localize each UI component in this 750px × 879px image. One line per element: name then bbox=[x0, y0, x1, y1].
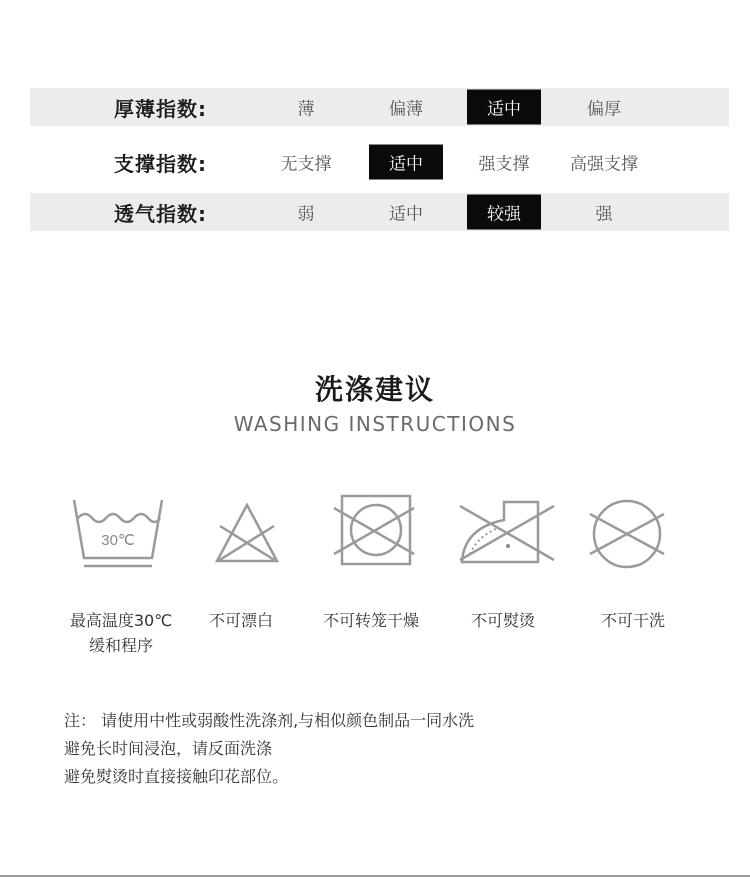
washtub-caption-line-1: 最高温度30℃ bbox=[69, 611, 173, 630]
breathability-index-row bbox=[30, 193, 729, 231]
washtub-caption bbox=[70, 608, 172, 658]
support-option-very-strong: 高强支撑 bbox=[570, 154, 638, 175]
note-line-2: 避免长时间浸泡，请反面洗涤 bbox=[64, 739, 273, 758]
support-option-medium-selected: 适中 bbox=[369, 145, 443, 180]
support-index-label: 支撑指数: bbox=[114, 151, 207, 176]
breathability-index-label: 透气指数: bbox=[114, 201, 207, 226]
washing-title: 洗涤建议 bbox=[314, 373, 435, 406]
washtub-30-icon bbox=[70, 496, 166, 570]
no-iron-caption: 不可熨烫 bbox=[470, 611, 536, 630]
no-dry-clean-icon bbox=[588, 498, 666, 570]
support-option-strong: 强支撑 bbox=[478, 154, 530, 175]
bottom-divider bbox=[0, 875, 750, 877]
no-bleach-icon bbox=[212, 500, 282, 566]
breathability-option-fairly-strong-selected: 较强 bbox=[467, 195, 541, 230]
thickness-index-label: 厚薄指数: bbox=[114, 96, 207, 121]
no-dry-clean-caption: 不可干洗 bbox=[600, 611, 666, 630]
thickness-index-row bbox=[30, 88, 729, 126]
breathability-option-weak: 弱 bbox=[297, 204, 315, 225]
support-index-row bbox=[30, 143, 729, 181]
breathability-option-medium: 适中 bbox=[389, 204, 423, 225]
no-bleach-caption: 不可漂白 bbox=[208, 611, 274, 630]
washtub-caption-line-2: 缓和程序 bbox=[88, 636, 153, 655]
washing-subtitle: WASHING INSTRUCTIONS bbox=[233, 412, 517, 436]
thickness-option-medium-selected: 适中 bbox=[467, 90, 541, 125]
thickness-option-thin: 薄 bbox=[297, 99, 315, 120]
no-iron-icon bbox=[458, 498, 556, 568]
support-option-none: 无支撑 bbox=[280, 154, 332, 175]
breathability-option-strong: 强 bbox=[595, 204, 613, 225]
no-tumble-dry-caption: 不可转笼干燥 bbox=[322, 611, 420, 630]
note-line-1: 注： 请使用中性或弱酸性洗涤剂,与相似颜色制品一同水洗 bbox=[64, 711, 475, 730]
washtub-temperature-text: 30℃ bbox=[101, 532, 135, 549]
thickness-option-slightly-thick: 偏厚 bbox=[587, 99, 621, 120]
no-tumble-dry-icon bbox=[332, 494, 416, 568]
thickness-option-slightly-thin: 偏薄 bbox=[389, 99, 423, 120]
note-line-3: 避免熨烫时直接接触印花部位。 bbox=[64, 767, 289, 786]
